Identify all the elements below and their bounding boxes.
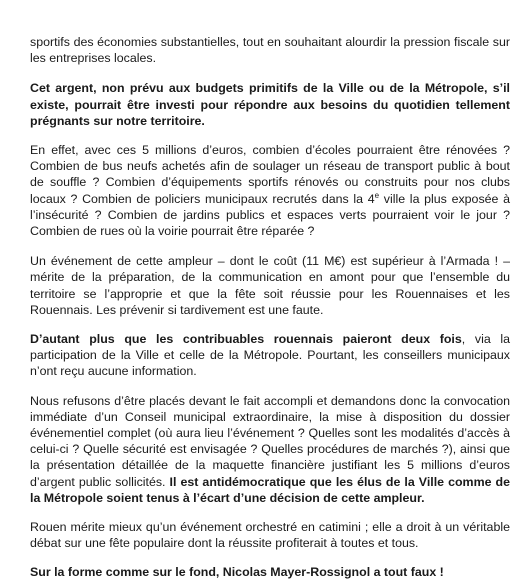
- paragraph-demands: [30, 393, 510, 506]
- demands-bold: Il est antidémocratique que les élus de la Ville comme de la Métropole soient tenus à l’écart d’une décision de cette ampleur.: [30, 474, 510, 505]
- ordinal-superscript: e: [374, 190, 380, 200]
- paragraph-questions: [30, 142, 510, 239]
- paragraph-budget: Cet argent, non prévu aux budgets primitifs de la Ville ou de la Métropole, s’il existe, pourrait être investi pour répondre aux besoins du quotidien tellement prégnants sur notre territoire.: [30, 81, 510, 128]
- questions-text-a: En effet, avec ces 5 millions d’euros, combien d’écoles pourraient être rénovées ? Combien de bus neufs achetés afin de soulager un réseau de transport public à bout de souffle ? Combien d’équipements sportifs rénovés ou construits pour nos clubs locaux ? Combien de policiers municipaux recrutés dans la 4: [30, 143, 510, 206]
- paragraph-conclusion: Sur la forme comme sur le fond, Nicolas Mayer-Rossignol a tout faux !: [30, 565, 444, 580]
- questions-text-b: ville la plus exposée à l’insécurité ? Combien de jardins publics et espaces verts pourraient voir le jour ? Combien de rues où la voirie pourrait être réparée ?: [30, 191, 511, 239]
- paragraph-intro: sportifs des économies substantielles, tout en souhaitant alourdir la pression fiscale sur les entreprises locales.: [30, 35, 510, 66]
- demands-text: Nous refusons d’être placés devant le fait accompli et demandons donc la convocation immédiate d’un Conseil municipal extraordinaire, la mise à disposition du dossier événementiel complet (où aura lieu l’événement ? Quelles sont les modalités d’accès à celui-ci ? Quelle sécurité est envisagée ? Quelles procédures de marchés ?), ainsi que la présentation détaillée de la maquette financière justifiant les 5 millions d’euros d’argent public sollicités.: [30, 393, 510, 489]
- paragraph-rouen: Rouen mérite mieux qu’un événement orchestré en catimini ; elle a droit à un véritable débat sur une fête populaire dont la réussite profiterait à toutes et tous.: [30, 520, 510, 551]
- paragraph-taxpayers: [30, 331, 510, 380]
- taxpayers-bold: D’autant plus que les contribuables rouennais paieront deux fois: [30, 332, 462, 347]
- paragraph-event-cost: Un événement de cette ampleur – dont le coût (11 M€) est supérieur à l’Armada ! – mérite de la préparation, de la communication en amont pour que l’ensemble du territoire se l’approprie et que la fête soit réussie pour les Rouennaises et les Rouennais. Les prévenir si tardivement est une faute.: [30, 254, 510, 317]
- taxpayers-rest: , via la participation de la Ville et celle de la Métropole. Pourtant, les conseillers municipaux n’ont reçu aucune information.: [30, 332, 511, 379]
